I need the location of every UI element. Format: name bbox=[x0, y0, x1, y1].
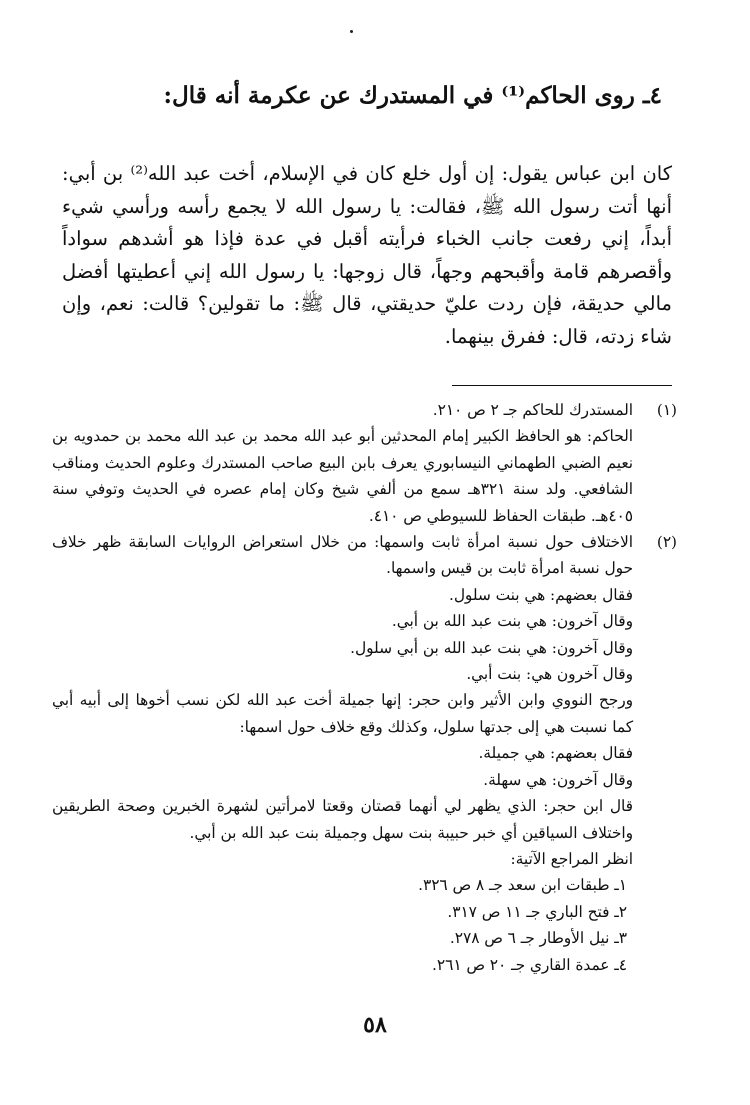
footnote-line: ورجح النووي وابن الأثير وابن حجر: إنها جميلة أخت عبد الله لكن نسب أخوها إلى أبيه أبي كما نسبت هي إلى جدتها سلول، وكذلك وقع خلاف حول اسمها: bbox=[52, 691, 633, 736]
footnote-line: وقال آخرون: هي بنت عبد الله بن أبي سلول. bbox=[350, 638, 633, 657]
footnote-number: (١) bbox=[656, 401, 677, 419]
footnote-number: (٢) bbox=[656, 533, 677, 552]
footnote-line: الحاكم: هو الحافظ الكبير إمام المحدثين أبو عبد الله محمد بن عبد الله محمد بن حمدويه بن نعيم الضبي الطهماني النيسابوري يعرف بابن البيع صاحب المستدرك وعلوم الحديث ومناقب الشافعي. ولد سنة ٣٢١هـ سمع من ألفي شيخ وكان إمام عصره في الحديث وتوفي سنة ٤٠٥هـ. طبقات الحفاظ للسيوطي ص ٤١٠. bbox=[52, 427, 633, 525]
footnote-line: وقال آخرون هي: بنت أبي. bbox=[466, 665, 633, 684]
footnote-line: الاختلاف حول نسبة امرأة ثابت واسمها: من خلال استعراض الروايات السابقة ظهر خلاف حول نسبة امرأة ثابت بن قيس واسمها. bbox=[52, 533, 633, 578]
page-number: ٥٨ bbox=[363, 1012, 387, 1038]
footnotes bbox=[52, 397, 677, 978]
reference-item: ١ـ طبقات ابن سعد جـ ٨ ص ٣٢٦. bbox=[418, 876, 627, 895]
footnote-line: فقال بعضهم: هي جميلة. bbox=[478, 744, 633, 763]
footnote-line: وقال آخرون: هي سهلة. bbox=[483, 770, 633, 789]
section-heading: ٤ـ روى الحاكم⁽¹⁾ في المستدرك عن عكرمة أنه قال: bbox=[163, 82, 662, 109]
footnote-line: المستدرك للحاكم جـ ٢ ص ٢١٠. bbox=[432, 401, 633, 419]
footnote-body bbox=[52, 397, 633, 529]
footnote-separator bbox=[452, 385, 672, 386]
reference-item: ٤ـ عمدة القاري جـ ٢٠ ص ٢٦١. bbox=[432, 955, 627, 974]
footnote-line: وقال آخرون: هي بنت عبد الله بن أبي. bbox=[391, 612, 633, 631]
footnote-line: قال ابن حجر: الذي يظهر لي أنهما قصتان وقعتا لامرأتين لشهرة الخبرين وصحة الطريقين واختلاف السياقين أي خبر حبيبة بنت سهل وجميلة بنت عبد الله بن أبي. bbox=[52, 797, 633, 842]
footnote-line: فقال بعضهم: هي بنت سلول. bbox=[448, 585, 633, 604]
footnote-1 bbox=[52, 397, 677, 529]
footnote-2 bbox=[52, 529, 677, 978]
reference-item: ٣ـ نيل الأوطار جـ ٦ ص ٢٧٨. bbox=[449, 929, 627, 948]
main-text-block bbox=[62, 158, 672, 353]
reference-item: ٢ـ فتح الباري جـ ١١ ص ٣١٧. bbox=[447, 902, 627, 921]
ink-dot bbox=[350, 30, 353, 33]
main-paragraph: كان ابن عباس يقول: إن أول خلع كان في الإسلام، أخت عبد الله⁽²⁾ بن أبي: أنها أتت رسول الله ﷺ، فقالت: يا رسول الله لا يجمع رأسه ورأسي شيء أبداً، إني رفعت جانب الخباء فرأيته أقبل في عدة فإذا هو أشدهم سواداً وأقصرهم قامة وأقبحهم وجهاً، قال زوجها: يا رسول الله إني أعطيتها أفضل مالي حديقة، فإن ردت عليّ حديقتي، قال ﷺ: ما تقولين؟ قالت: نعم، وإن شاء زدته، قال: ففرق بينهما. bbox=[62, 162, 672, 348]
footnote-line: انظر المراجع الآتية: bbox=[510, 849, 633, 868]
footnote-body bbox=[52, 529, 633, 978]
